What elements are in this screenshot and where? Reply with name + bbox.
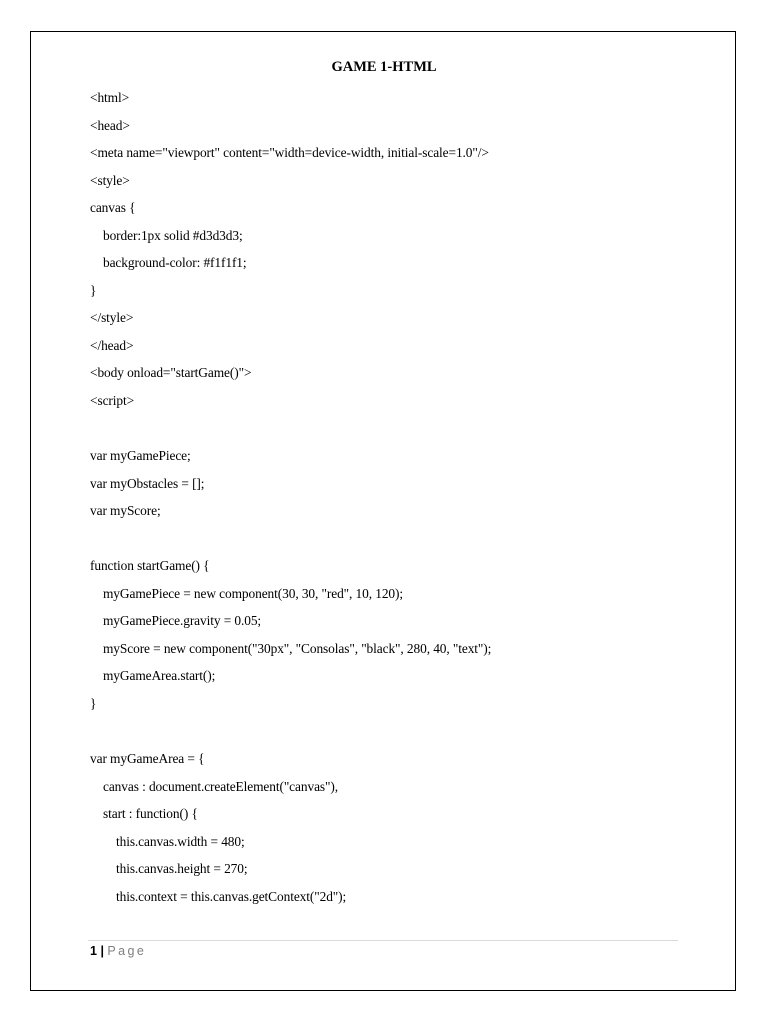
code-line: start : function() { <box>90 806 198 822</box>
code-line: <meta name="viewport" content="width=device-width, initial-scale=1.0"/> <box>90 145 489 161</box>
page-separator: | <box>100 944 104 958</box>
code-line: <html> <box>90 90 130 105</box>
code-line: canvas { <box>90 200 136 216</box>
code-line: <body onload="startGame()"> <box>90 365 252 381</box>
code-line: var myGameArea = { <box>90 751 205 767</box>
code-line <box>90 718 710 746</box>
code-line: canvas : document.createElement("canvas"), <box>90 778 338 794</box>
page-number: 1 <box>90 944 97 958</box>
code-line: } <box>90 282 97 298</box>
footer-divider <box>88 940 678 941</box>
page-label: Page <box>107 944 147 958</box>
code-line: border:1px solid #d3d3d3; <box>90 227 243 243</box>
code-line: var myScore; <box>90 503 161 519</box>
page-footer <box>90 942 146 960</box>
document-title: GAME 1-HTML <box>331 59 437 75</box>
code-line: myGamePiece.gravity = 0.05; <box>90 613 262 629</box>
code-line: </head> <box>90 337 134 353</box>
code-line: var myGamePiece; <box>90 448 191 464</box>
code-line: myScore = new component("30px", "Consolas", "black", 280, 40, "text"); <box>90 640 492 656</box>
code-line <box>90 525 710 553</box>
code-line: var myObstacles = []; <box>90 475 205 491</box>
code-line: function startGame() { <box>90 558 210 574</box>
code-line: } <box>90 696 97 712</box>
code-line: this.canvas.height = 270; <box>90 861 248 877</box>
code-line: myGameArea.start(); <box>90 668 216 684</box>
code-line: this.canvas.width = 480; <box>90 833 245 849</box>
code-line <box>90 415 710 443</box>
code-listing <box>90 84 710 910</box>
code-line: this.context = this.canvas.getContext("2d"); <box>90 888 347 904</box>
code-line: <head> <box>90 117 130 133</box>
code-line: </style> <box>90 310 134 326</box>
code-line: <script> <box>90 393 135 409</box>
code-line: <style> <box>90 172 130 188</box>
code-line: myGamePiece = new component(30, 30, "red", 10, 120); <box>90 585 403 601</box>
code-line: background-color: #f1f1f1; <box>90 255 247 271</box>
